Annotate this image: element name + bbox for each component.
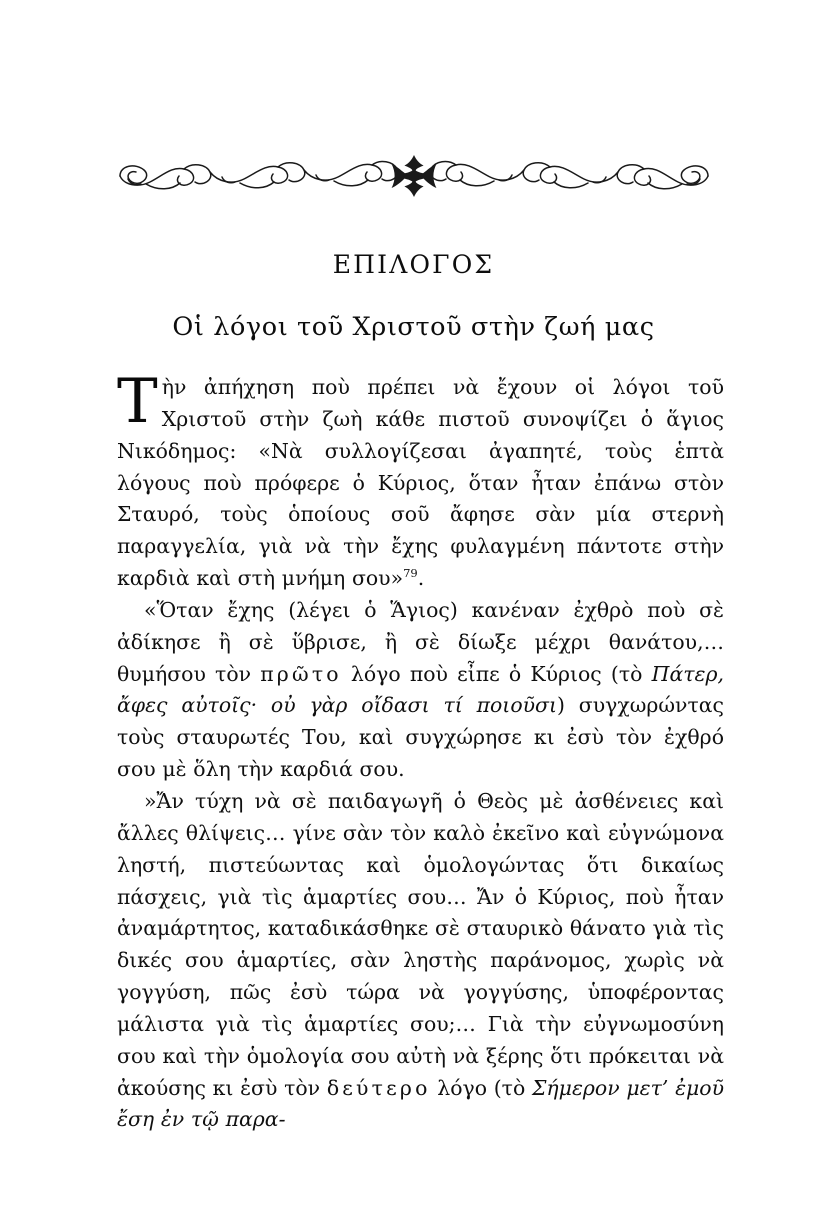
- headpiece-ornament: [0, 152, 827, 200]
- paragraph-3-segment-1: »Ἄν τύχη νὰ σὲ παιδαγωγῆ ὁ Θεὸς μὲ ἀσθένειες καὶ ἄλλες θλίψεις… γίνε σὰν τὸν καλὸ ἐκεῖνο καὶ εὐγνώμονα ληστή, πιστεύωντας καὶ ὁμολογώντας ὅτι δικαίως πάσχεις, γιὰ τὶς ἁμαρτίες σου… Ἄν ὁ Κύριος, ποὺ ἦταν ἀναμάρτητος, καταδικάσθηκε σὲ σταυρικὸ θάνατο γιὰ τὶς δικές σου ἁμαρτίες, σὰν ληστὴς παράνομος, χωρὶς νὰ γογγύση, πῶς ἐσὺ τώρα νὰ γογγύσης, ὑποφέροντας μάλιστα γιὰ τὶς ἁμαρτίες σου;… Γιὰ τὴν εὐγνωμοσύνη σου καὶ τὴν ὁμολογία σου αὐτὴ νὰ ξέρης ὅτι πρόκειται νὰ ἀκούσης κι ἐσὺ τὸν: [117, 788, 724, 1100]
- paragraph-1-text: ὴν ἀπήχηση ποὺ πρέπει νὰ ἔχουν οἱ λόγοι τοῦ Χριστοῦ στὴν ζωὴ κάθε πιστοῦ συνοψίζει ὁ ἅγιος Νικόδημος: «Νὰ συλλογίζεσαι ἀγαπητέ, τοὺς ἑπτὰ λόγους ποὺ πρόφερε ὁ Κύριος, ὅταν ἦταν ἐπάνω στὸν Σταυρό, τοὺς ὁποίους σοῦ ἄφησε σὰν μία στερνὴ παραγγελία, γιὰ νὰ τὴν ἔχης φυλαγμένη πάντοτε στὴν καρδιὰ καὶ στὴ μνήμη σου»: [117, 375, 724, 591]
- paragraph-1-tail: .: [417, 566, 425, 591]
- chapter-subtitle: Οἱ λόγοι τοῦ Χριστοῦ στὴν ζωή μας: [172, 312, 655, 342]
- paragraph-2-scripture-quote: Πάτερ, ἄφες αὐτοῖς· οὐ γὰρ οἴδασι τί ποιοῦσι: [117, 661, 725, 718]
- scroll-divider-icon: [114, 153, 714, 199]
- cross-icon: [391, 155, 436, 197]
- footnote-marker-79[interactable]: 79: [403, 566, 418, 581]
- paragraph-3-segment-2: λόγο (τὸ: [430, 1075, 532, 1100]
- paragraph-2-segment-2: λόγο ποὺ εἶπε ὁ Κύριος (τὸ: [341, 661, 652, 686]
- body-text-block: [117, 366, 725, 1136]
- paragraph-3-scripture-quote: Σήμερον μετ’ ἐμοῦ ἔση ἐν τῷ παρα-: [117, 1075, 725, 1132]
- paragraph-second: [117, 595, 724, 786]
- paragraph-2-segment-3: ) συγχωρώντας τοὺς σταυρωτές Του, καὶ συγχώρησε κι ἐσὺ τὸν ἐχθρό σου μὲ ὅλη τὴν καρδιά σου.: [117, 693, 724, 782]
- paragraph-opening: [117, 366, 724, 595]
- paragraph-3-emphasis-deutero: δεύτερο: [326, 1075, 431, 1100]
- chapter-title: ΕΠΙΛΟΓΟΣ: [332, 250, 495, 279]
- paragraph-2-emphasis-proto: πρῶτο: [260, 661, 342, 686]
- drop-cap: Τ: [117, 366, 158, 437]
- paragraph-third: [117, 786, 724, 1136]
- paragraph-2-segment-1: «Ὅταν ἔχης (λέγει ὁ Ἅγιος) κανέναν ἐχθρὸ ποὺ σὲ ἀδίκησε ἢ σὲ ὕβρισε, ἢ σὲ δίωξε μέχρι θανάτου,… θυμήσου τὸν: [117, 597, 724, 686]
